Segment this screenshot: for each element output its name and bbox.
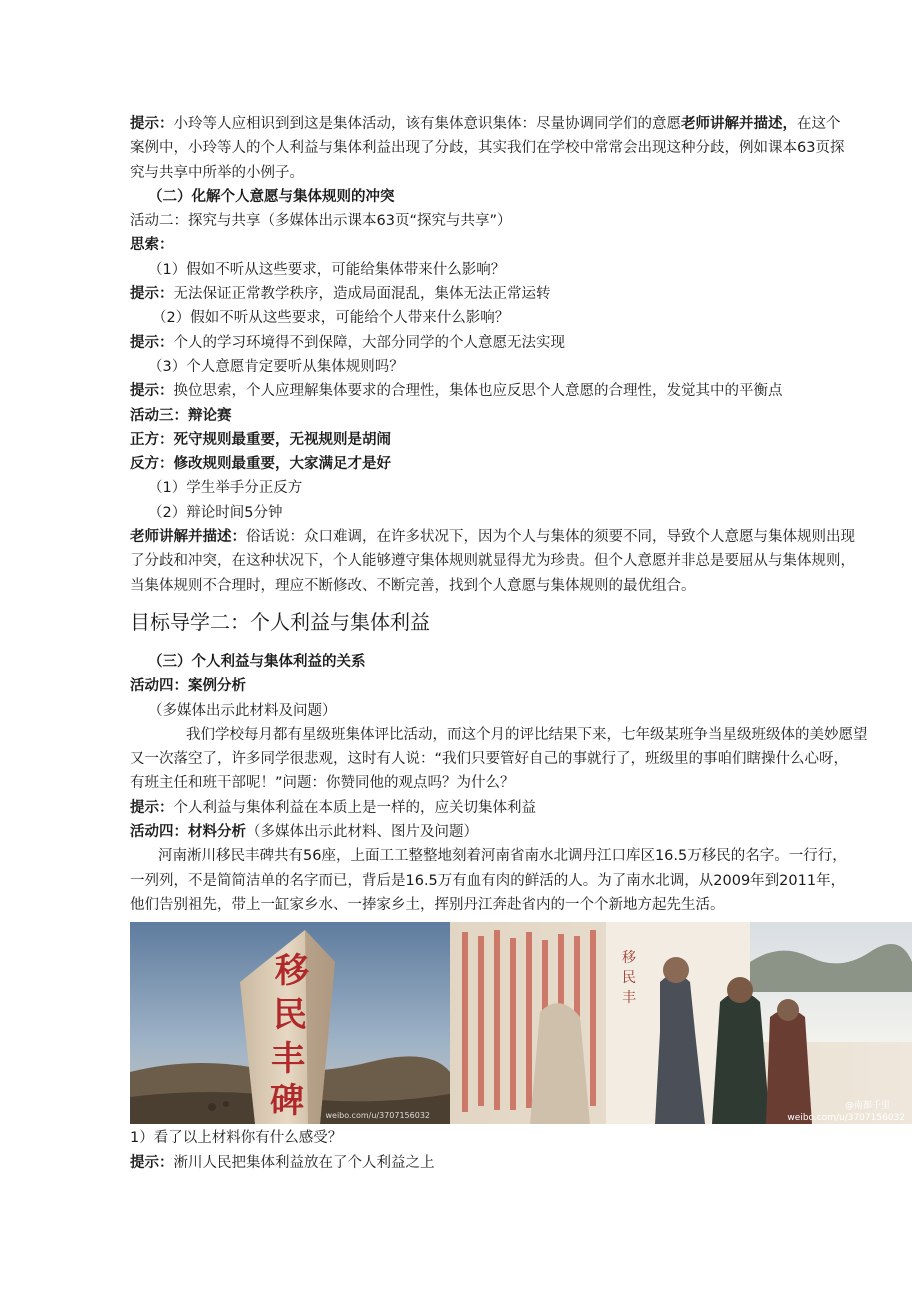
weibo-tag: @南都千里 xyxy=(844,1101,890,1112)
activity-3-title: 活动三：辩论赛 xyxy=(130,407,232,424)
hint-label: 提示： xyxy=(130,286,174,303)
hint-paragraph-1-line-1 xyxy=(130,112,912,136)
teacher-note-line-3: 当集体规则不合理时，理应不断修改、不断完善，找到个人意愿与集体规则的最优组合。 xyxy=(130,577,696,594)
question-2: （2）假如不听从这些要求，可能给个人带来什么影响？ xyxy=(152,310,510,327)
activity-4a-title: 活动四：案例分析 xyxy=(130,678,246,695)
hint-label: 提示： xyxy=(130,334,174,351)
hint-label: 提示： xyxy=(130,1154,174,1171)
question-5: 1）看了以上材料你有什么感受？ xyxy=(130,1130,343,1147)
section-heading-2: （二）化解个人意愿与集体规则的冲突 xyxy=(148,188,395,205)
hint-text: 小玲等人应相识到到这是集体活动，该有集体意识集体：尽量协调同学们的意愿 xyxy=(173,116,681,132)
monument-photos xyxy=(130,922,912,1124)
hint-label: 提示： xyxy=(130,799,174,816)
teacher-note-label: 老师讲解并描述： xyxy=(130,529,246,546)
monument-char-2: 民 xyxy=(273,995,307,1036)
think-label: 思索： xyxy=(130,237,174,254)
material-line-2: 一列列，不是简简洁单的名字而已，背后是16.5万有血有肉的鲜活的人。为了南水北调，从2009年到2011年， xyxy=(130,872,846,889)
debate-pro: 正方：死守规则最重要，无视规则是胡闹 xyxy=(130,431,391,448)
hint-paragraph-1-line-3: 究与共享中所举的小例子。 xyxy=(130,164,304,181)
monument-char-1: 移 xyxy=(275,951,309,992)
hint-answer-4: 个人利益与集体利益在本质上是一样的，应关切集体利益 xyxy=(173,799,536,816)
teacher-note-line-2: 了分歧和冲突，在这种状况下，个人能够遵守集体规则就显得尤为珍贵。但个人意愿并非总是要屈从与集体规则， xyxy=(130,553,855,570)
hint-text-tail: 在这个 xyxy=(797,116,841,132)
watermark-right: weibo.com/u/3707156032 xyxy=(787,1113,905,1124)
teacher-note-line-1: 俗话说：众口难调，在许多状况下，因为个人与集体的须要不同，导致个人意愿与集体规则出现 xyxy=(246,529,855,546)
hint-paragraph-1-line-2: 案例中，小玲等人的个人利益与集体利益出现了分歧，其实我们在学校中常常会出现这种分歧，例如课本63页探 xyxy=(130,140,845,157)
question-3: （3）个人意愿肯定要听从集体规则吗？ xyxy=(148,358,404,375)
activity-4a-note: （多媒体出示此材料及问题） xyxy=(148,702,337,719)
material-line-1: 河南淅川移民丰碑共有56座，上面工工整整地刻着河南省南水北调丹江口库区16.5万移民的名字。一行行， xyxy=(158,848,847,865)
hint-answer-5: 淅川人民把集体利益放在了个人利益之上 xyxy=(173,1154,435,1171)
monument-char-3: 丰 xyxy=(271,1039,305,1080)
monument-char-small-3: 丰 xyxy=(622,990,636,1007)
activity-4b-note: （多媒体出示此材料、图片及问题） xyxy=(246,824,478,841)
material-line-3: 他们告别祖先，带上一缸家乡水、一捧家乡土，挥别丹江奔赴省内的一个个新地方起先生活。 xyxy=(130,896,725,913)
monument-photo xyxy=(130,922,450,1124)
goal-heading-2: 目标导学二：个人利益与集体利益 xyxy=(130,609,430,634)
hint-label: 提示： xyxy=(130,383,174,400)
monument-char-4: 碑 xyxy=(270,1081,304,1122)
debate-con: 反方：修改规则最重要，大家满足才是好 xyxy=(130,456,391,473)
hint-answer-3: 换位思索，个人应理解集体要求的合理性，集体也应反思个人意愿的合理性，发觉其中的平衡点 xyxy=(173,383,783,400)
case-line-3: 有班主任和班干部呢！”问题：你赞同他的观点吗？为什么？ xyxy=(130,775,515,792)
debate-step-1: （1）学生举手分正反方 xyxy=(148,480,303,497)
watermark-left: weibo.com/u/3707156032 xyxy=(325,1111,430,1121)
activity-4b-title: 活动四：材料分析 xyxy=(130,824,246,841)
section-heading-3: （三）个人利益与集体利益的关系 xyxy=(148,653,366,670)
case-line-2: 又一次落空了，许多同学很悲观，这时有人说：“我们只要管好自己的事就行了，班级里的事咱们瞎操什么心呀， xyxy=(130,751,849,768)
monument-char-small-1: 移 xyxy=(622,950,636,967)
hint-answer-2: 个人的学习环境得不到保障，大部分同学的个人意愿无法实现 xyxy=(173,334,565,351)
teacher-note-inline: 老师讲解并描述， xyxy=(681,116,797,132)
hint-answer-1: 无法保证正常教学秩序，造成局面混乱，集体无法正常运转 xyxy=(173,286,551,303)
visitors-photo xyxy=(450,922,912,1124)
question-1: （1）假如不听从这些要求，可能给集体带来什么影响？ xyxy=(148,261,506,278)
document-page xyxy=(130,112,912,1175)
activity-2-title: 活动二：探究与共享（多媒体出示课本63页“探究与共享”） xyxy=(130,213,512,230)
debate-step-2: （2）辩论时间5分钟 xyxy=(148,504,283,521)
case-line-1: 我们学校每月都有星级班集体评比活动，而这个月的评比结果下来，七年级某班争当星级班级体的美妙愿望 xyxy=(186,726,868,743)
hint-label: 提示： xyxy=(130,116,174,132)
monument-char-small-2: 民 xyxy=(622,970,636,987)
